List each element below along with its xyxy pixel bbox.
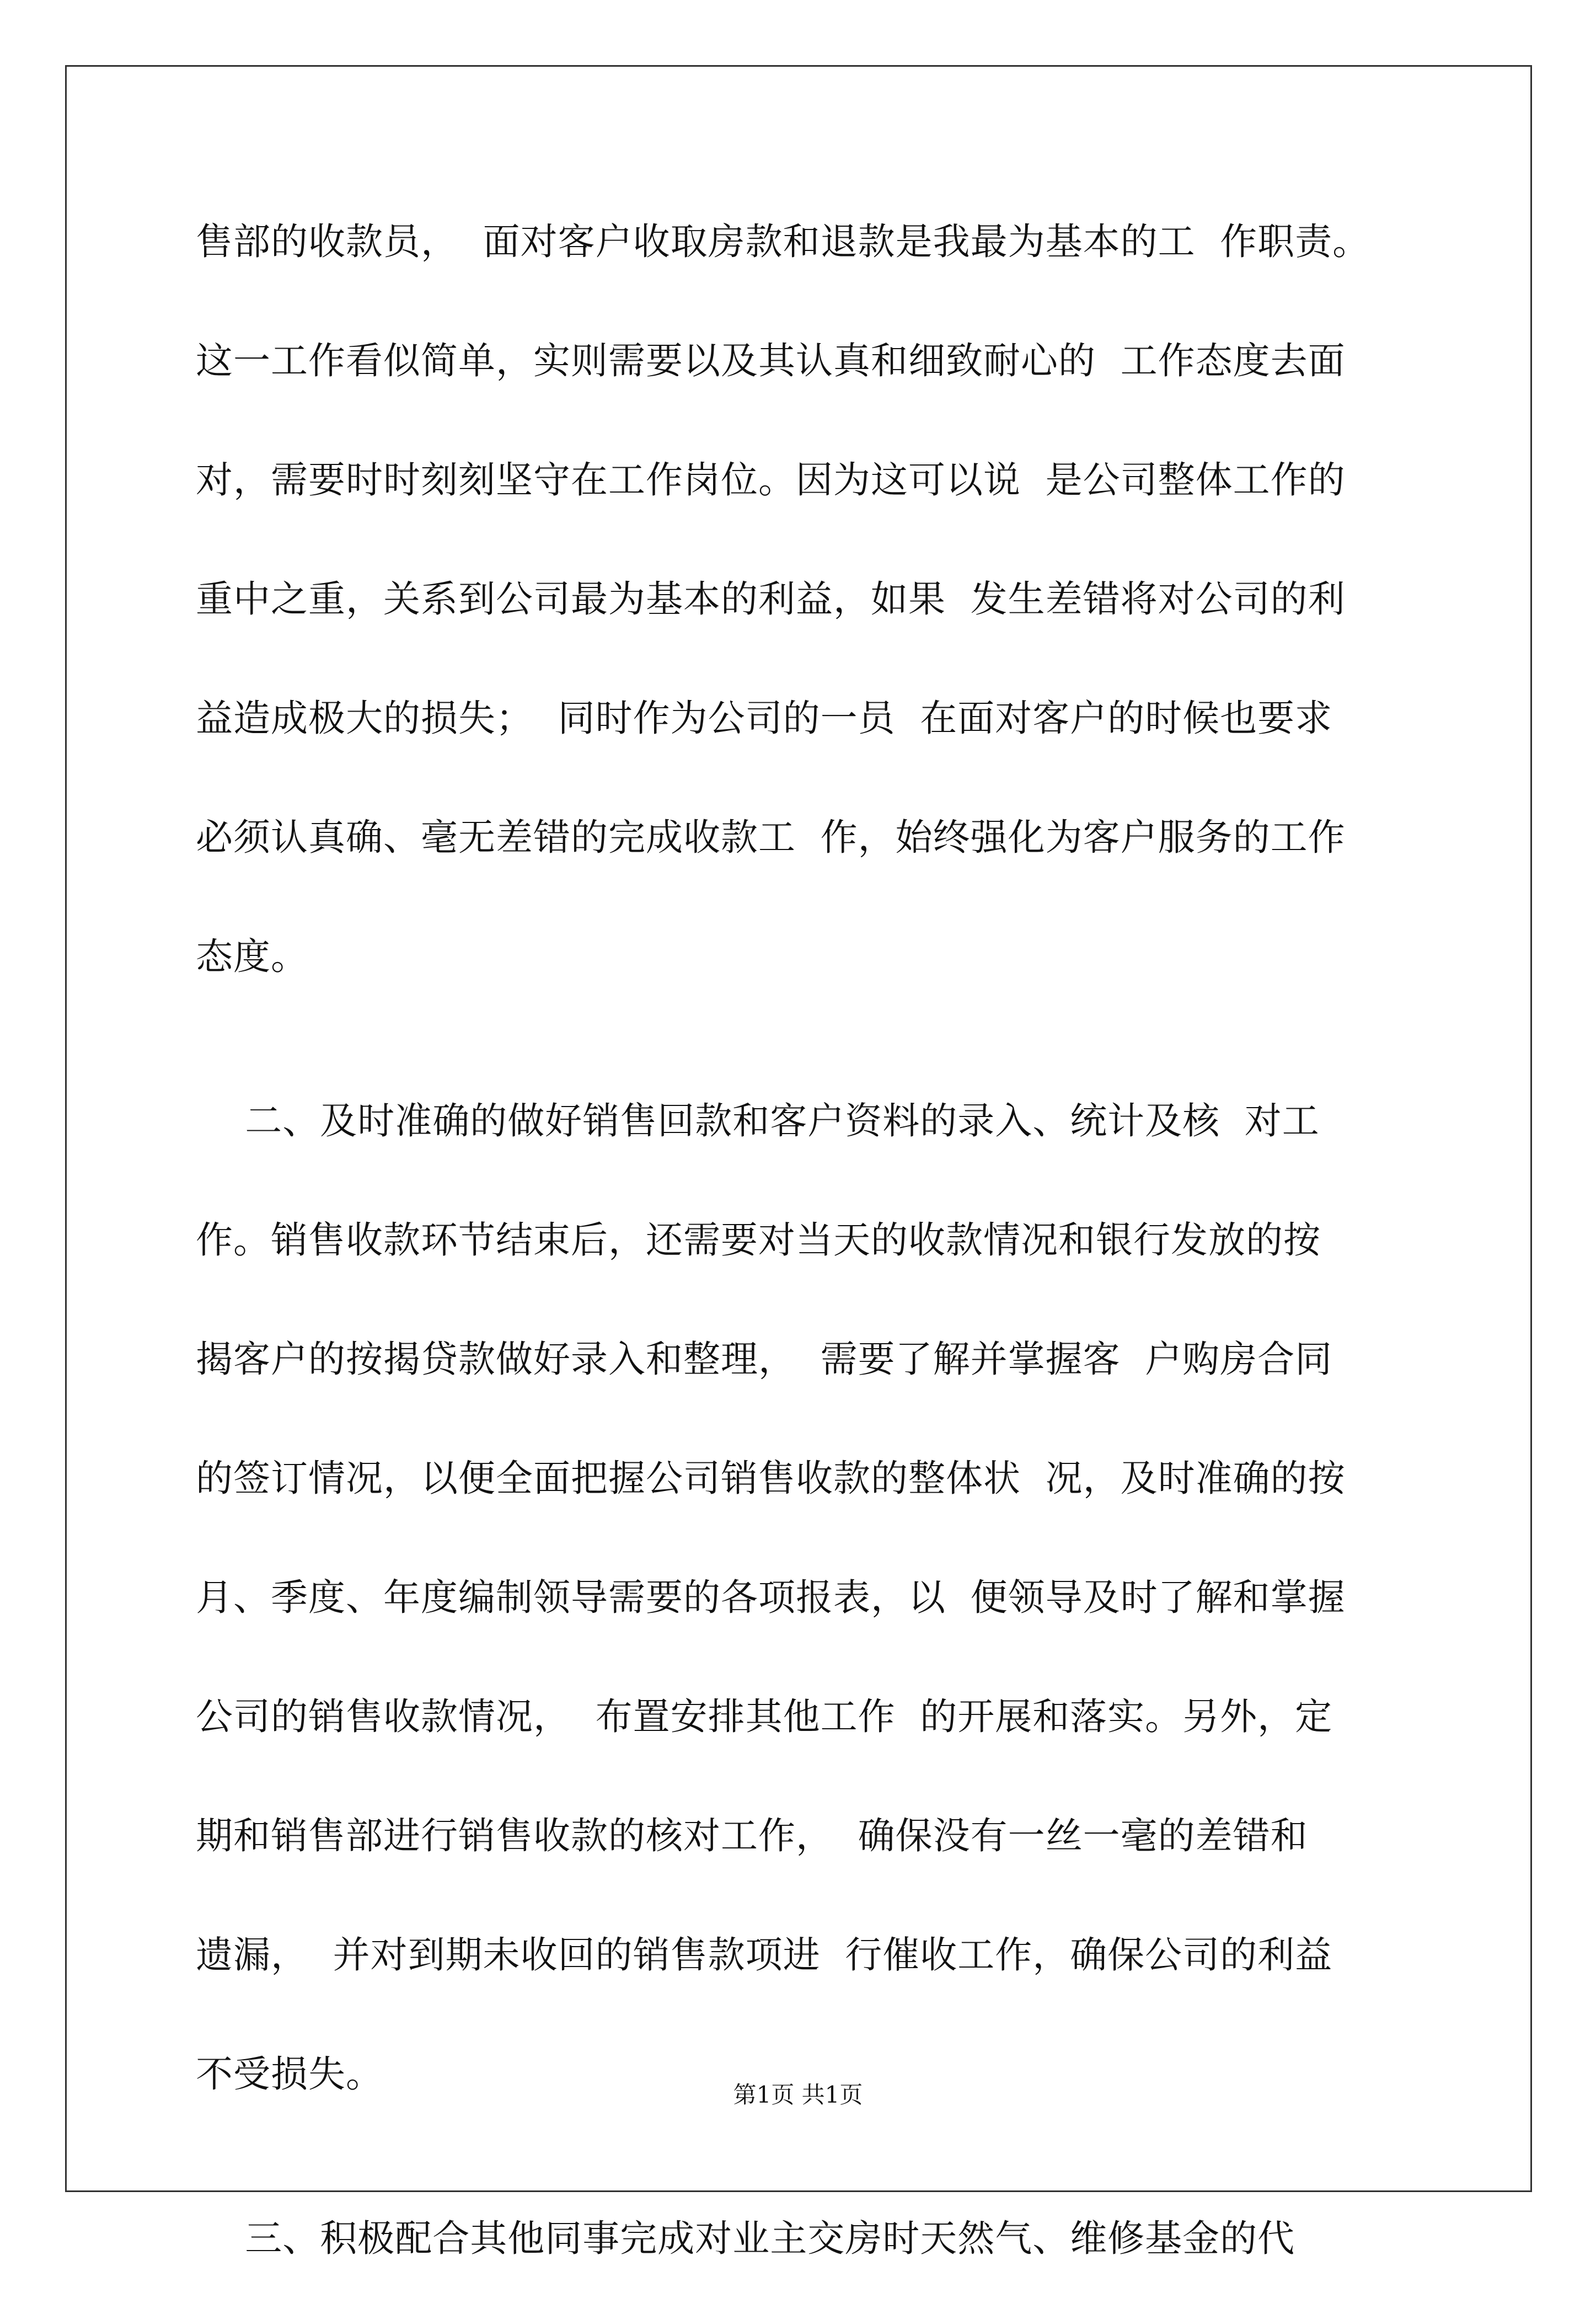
text-line: 期和销售部进行销售收款的核对工作， 确保没有一丝一毫的差错和 <box>196 1814 1308 1857</box>
text-line: 售部的收款员， 面对客户收取房款和退款是我最为基本的工 作职责。 <box>196 220 1370 263</box>
text-line: 揭客户的按揭贷款做好录入和整理， 需要了解并掌握客 户购房合同 <box>196 1338 1333 1381</box>
text-line: 必须认真确、毫无差错的完成收款工 作，始终强化为客户服务的工作 <box>196 816 1346 859</box>
text-line: 遗漏， 并对到期未收回的销售款项进 行催收工作，确保公司的利益 <box>196 1933 1333 1976</box>
paragraph-1 <box>196 182 1431 1016</box>
paragraph-gap <box>196 1016 1431 1061</box>
document-body <box>196 182 1431 2298</box>
text-line: 二、及时准确的做好销售回款和客户资料的录入、统计及核 对工 <box>196 1099 1320 1142</box>
text-line: 三、积极配合其他同事完成对业主交房时天然气、维修基金的代 <box>196 2217 1295 2260</box>
text-line: 的签订情况，以便全面把握公司销售收款的整体状 况，及时准确的按 <box>196 1457 1346 1500</box>
text-line: 对，需要时时刻刻坚守在工作岗位。因为这可以说 是公司整体工作的 <box>196 458 1346 501</box>
page-footer: 第1页 共1页 <box>733 2081 863 2108</box>
text-line: 不受损失。 <box>196 2053 383 2096</box>
paragraph-3 <box>196 2179 1431 2298</box>
text-line: 作。销售收款环节结束后，还需要对当天的收款情况和银行发放的按 <box>196 1219 1321 1262</box>
text-line: 公司的销售收款情况， 布置安排其他工作 的开展和落实。另外，定 <box>196 1695 1333 1738</box>
text-line: 益造成极大的损失； 同时作为公司的一员 在面对客户的时候也要求 <box>196 697 1333 740</box>
paragraph-2 <box>196 1061 1431 2134</box>
paragraph-gap <box>196 2134 1431 2179</box>
text-line: 态度。 <box>196 935 308 978</box>
text-line: 这一工作看似简单，实则需要以及其认真和细致耐心的 工作态度去面 <box>196 339 1346 382</box>
text-line: 重中之重，关系到公司最为基本的利益，如果 发生差错将对公司的利 <box>196 578 1346 621</box>
text-line: 月、季度、年度编制领导需要的各项报表，以 便领导及时了解和掌握 <box>196 1576 1346 1619</box>
